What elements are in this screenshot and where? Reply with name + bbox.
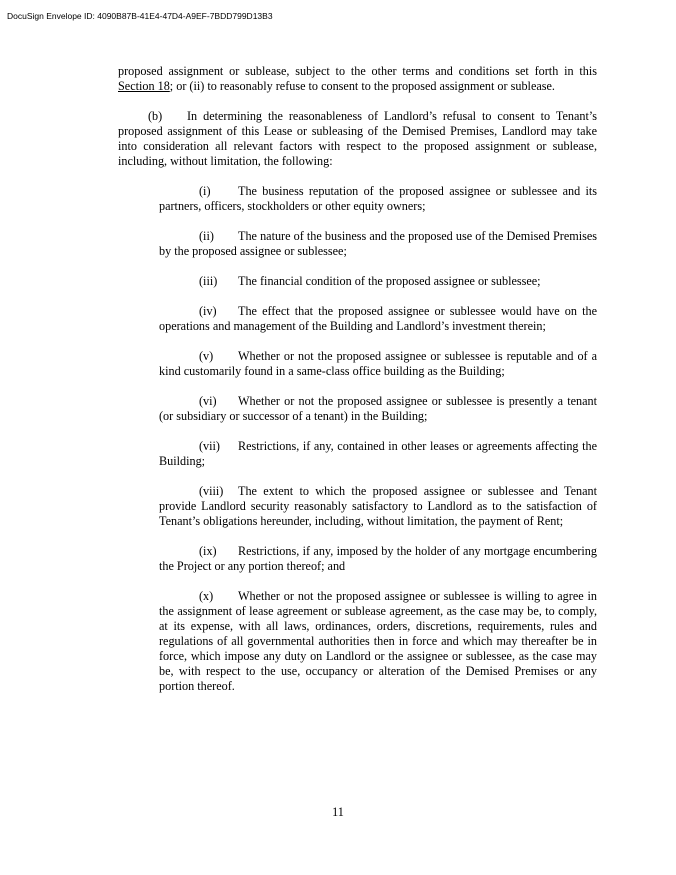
document-body	[118, 64, 597, 709]
factor-text: Whether or not the proposed assignee or sublessee is presently a tenant (or subsidiary or successor of a tenant) in the Building;	[159, 394, 597, 423]
factor-item-vii	[159, 439, 597, 469]
paragraph-b	[118, 109, 597, 169]
factor-number: (i)	[199, 184, 211, 198]
page-number: 11	[332, 805, 344, 819]
continuation-text-after: ; or (ii) to reasonably refuse to consent to the proposed assignment or sublease.	[169, 79, 555, 93]
factor-text: The effect that the proposed assignee or sublessee would have on the operations and management of the Building and Landlord’s investment therein;	[159, 304, 597, 333]
factor-text: Whether or not the proposed assignee or sublessee is willing to agree in the assignment of lease agreement or sublease agreement, as the case may be, to comply, at its expense, with all laws, ordinances, orders, discretions, requirements, rules and regulations of all governmental authorities then in force and which may thereafter be in force, which impose any duty on Landlord or the assignee or sublessee, as the case may be, with respect to the use, occupancy or alteration of the Demised Premises or any portion thereof.	[159, 589, 597, 693]
paragraph-b-label: (b)	[148, 109, 163, 123]
factor-number: (iv)	[199, 304, 217, 318]
continuation-text-before: proposed assignment or sublease, subject to the other terms and conditions set forth in this	[118, 64, 597, 78]
factor-item-iv	[159, 304, 597, 334]
factor-item-i	[159, 184, 597, 214]
factor-number: (iii)	[199, 274, 218, 288]
factor-number: (viii)	[199, 484, 224, 498]
factor-text: Whether or not the proposed assignee or sublessee is reputable and of a kind customarily found in a same-class office building as the Building;	[159, 349, 597, 378]
factor-item-ix	[159, 544, 597, 574]
continuation-paragraph	[118, 64, 597, 94]
factor-item-iii	[159, 274, 597, 289]
factor-text: The nature of the business and the proposed use of the Demised Premises by the proposed assignee or sublessee;	[159, 229, 597, 258]
factor-number: (ix)	[199, 544, 217, 558]
factor-text: The financial condition of the proposed assignee or sublessee;	[238, 274, 541, 288]
envelope-id-header: DocuSign Envelope ID: 4090B87B-41E4-47D4-A9EF-7BDD799D13B3	[7, 11, 273, 21]
factor-number: (v)	[199, 349, 214, 363]
factor-text: Restrictions, if any, imposed by the holder of any mortgage encumbering the Project or any portion thereof; and	[159, 544, 597, 573]
factor-number: (vi)	[199, 394, 217, 408]
factor-list	[118, 184, 597, 694]
factor-text: The business reputation of the proposed assignee or sublessee and its partners, officers, stockholders or other equity owners;	[159, 184, 597, 213]
factor-text: Restrictions, if any, contained in other leases or agreements affecting the Building;	[159, 439, 597, 468]
factor-item-vi	[159, 394, 597, 424]
section-reference: Section 18	[118, 79, 170, 93]
factor-item-x	[159, 589, 597, 694]
factor-number: (vii)	[199, 439, 220, 453]
factor-item-v	[159, 349, 597, 379]
factor-item-ii	[159, 229, 597, 259]
factor-item-viii	[159, 484, 597, 529]
factor-text: The extent to which the proposed assignee or sublessee and Tenant provide Landlord security reasonably satisfactory to Landlord as to the satisfaction of Tenant’s obligations hereunder, including, without limitation, the payment of Rent;	[159, 484, 597, 528]
factor-number: (x)	[199, 589, 214, 603]
factor-number: (ii)	[199, 229, 214, 243]
paragraph-b-text: In determining the reasonableness of Landlord’s refusal to consent to Tenant’s proposed assignment of this Lease or subleasing of the Demised Premises, Landlord may take into consideration all relevant factors with respect to the proposed assignment or sublease, including, without limitation, the following:	[118, 109, 597, 168]
